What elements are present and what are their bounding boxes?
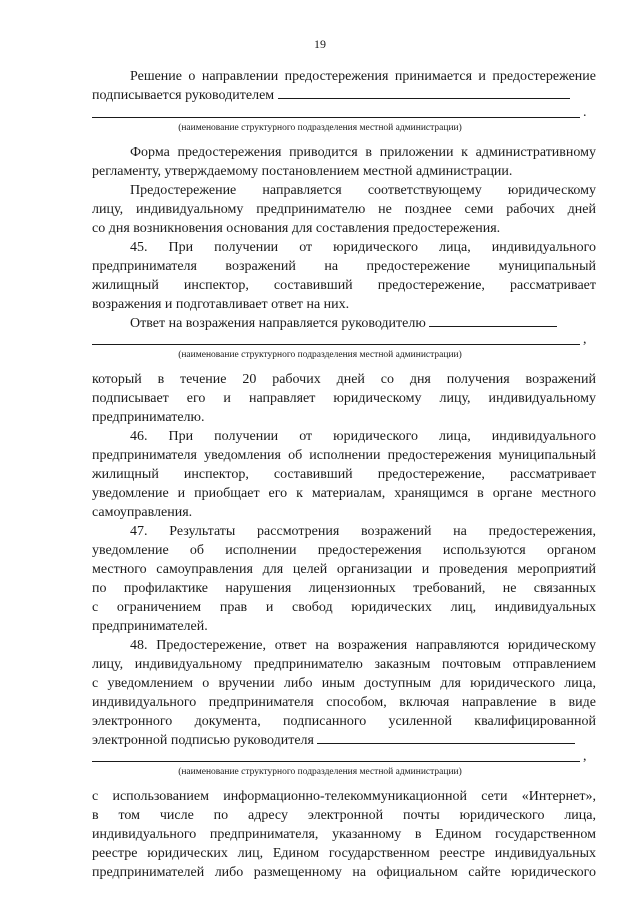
- text-line: предпринимателю.: [92, 410, 205, 425]
- signature-blank: [317, 731, 575, 744]
- text-line: Предостережение направляется соответствующему юридическому: [130, 183, 596, 198]
- line-end-mark: ,: [583, 332, 587, 347]
- text-line: предпринимателей.: [92, 619, 208, 634]
- text-line: 47. Результаты рассмотрения возражений на предостережения,: [130, 524, 596, 539]
- placeholder-caption: (наименование структурного подразделения местной администрации): [178, 123, 462, 133]
- text-line: лицу, индивидуальному предпринимателю заказным почтовым отправлением: [92, 657, 596, 672]
- text-line: 48. Предостережение, ответ на возражения направляются юридическому: [130, 638, 596, 653]
- line-end-mark: .: [583, 105, 587, 120]
- blank-line: [92, 117, 580, 118]
- text-line: 46. При получении от юридического лица, индивидуального: [130, 429, 596, 444]
- text-line: местного самоуправления для целей организации и проведения мероприятий: [92, 562, 596, 577]
- placeholder-caption: (наименование структурного подразделения местной администрации): [178, 767, 462, 777]
- text-line: [92, 731, 596, 750]
- blank-line: [92, 344, 580, 345]
- blank-line: [92, 761, 580, 762]
- text-line: регламенту, утверждаемому постановлением местной администрации.: [92, 164, 513, 179]
- text-line: индивидуального предпринимателя, указанному в Едином государственном: [92, 827, 596, 842]
- text-line: 45. При получении от юридического лица, индивидуального: [130, 240, 596, 255]
- text-line: с использованием информационно-телекоммуникационной сети «Интернет»,: [92, 789, 596, 804]
- text-line-content: электронной подписью руководителя: [92, 733, 314, 748]
- signature-blank: [278, 86, 570, 99]
- text-line: который в течение 20 рабочих дней со дня получения возражений: [92, 372, 596, 387]
- text-line: индивидуального предпринимателя способом, включая направление в виде: [92, 695, 596, 710]
- placeholder-caption: (наименование структурного подразделения местной администрации): [178, 350, 462, 360]
- text-line: Решение о направлении предостережения принимается и предостережение: [130, 69, 596, 84]
- signature-blank: [429, 314, 557, 327]
- text-line: [92, 86, 596, 105]
- page-number: 19: [314, 37, 326, 51]
- line-end-mark: ,: [583, 749, 587, 764]
- text-line: жилищный инспектор, составивший предостережение, рассматривает: [92, 278, 596, 293]
- text-line: со дня возникновения основания для составления предостережения.: [92, 221, 501, 236]
- text-line: Форма предостережения приводится в приложении к административному: [130, 145, 596, 160]
- text-line: уведомление об исполнении предостережения используются органом: [92, 543, 596, 558]
- text-line: с уведомлением о вручении либо иным доступным для юридического лица,: [92, 676, 596, 691]
- text-line: самоуправления.: [92, 505, 193, 520]
- text-line: по профилактике нарушения лицензионных требований, не связанных: [92, 581, 596, 596]
- text-line: подписывает его и направляет юридическому лицу, индивидуальному: [92, 391, 596, 406]
- text-line: лицу, индивидуальному предпринимателю не позднее семи рабочих дней: [92, 202, 596, 217]
- text-line: предпринимателя возражений на предостережение муниципальный: [92, 259, 596, 274]
- text-line-content: Ответ на возражения направляется руководителю: [130, 316, 426, 331]
- text-line: жилищный инспектор, составивший предостережение, рассматривает: [92, 467, 596, 482]
- text-line: с ограничением прав и свобод юридических лиц, индивидуальных: [92, 600, 596, 615]
- text-line: реестре юридических лиц, Едином государственном реестре индивидуальных: [92, 846, 596, 861]
- text-line: в том числе по адресу электронной почты юридического лица,: [92, 808, 596, 823]
- text-line-content: подписывается руководителем: [92, 88, 275, 103]
- text-line: предпринимателя уведомления об исполнении предостережения муниципальный: [92, 448, 596, 463]
- text-line: предпринимателей либо размещенному на официальном сайте юридического: [92, 865, 596, 880]
- text-line: возражения и подготавливает ответ на них.: [92, 297, 350, 312]
- text-line: электронного документа, подписанного усиленной квалифицированной: [92, 714, 596, 729]
- text-line: [130, 314, 596, 333]
- text-line: уведомление и приобщает его к материалам, хранящимся в органе местного: [92, 486, 596, 501]
